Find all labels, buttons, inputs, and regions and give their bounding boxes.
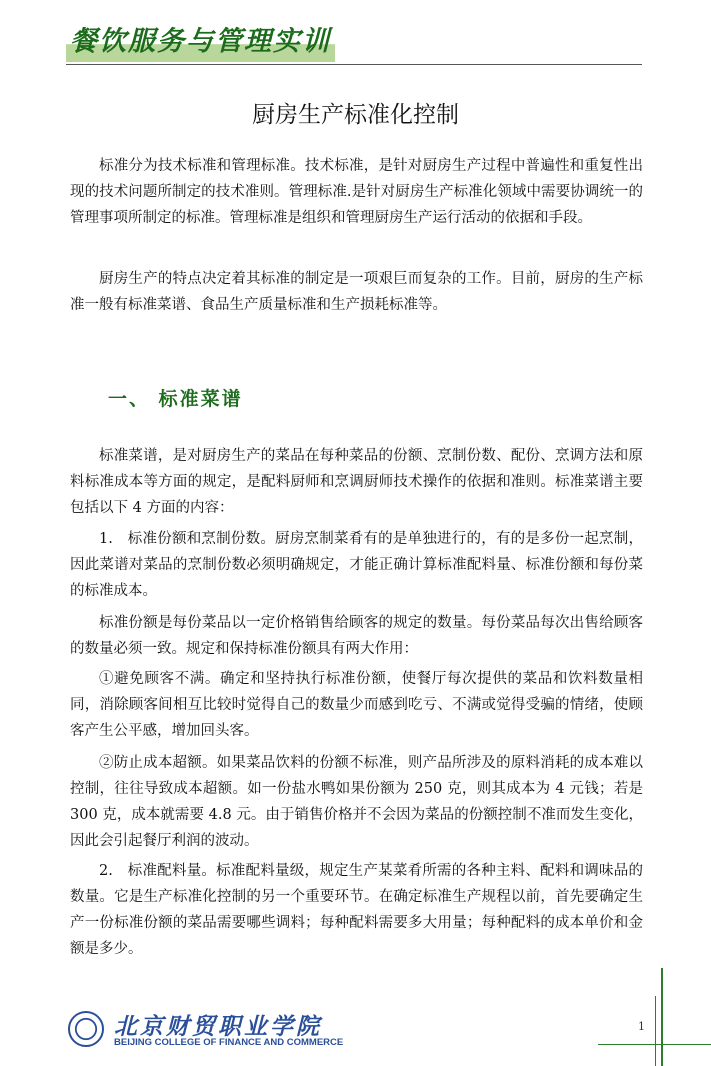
footer-divider-vertical <box>655 996 656 1066</box>
paragraph: ②防止成本超额。如果菜品饮料的份额不标准，则产品所涉及的原料消耗的成本难以控制，往往导致成本超额。如一份盐水鸭如果份额为 250 克，则其成本为 4 元钱；若是 300 克，成本就需要 4.8 元。由于销售价格并不会因为菜品的份额控制不准而发生变化，因此会引起餐厅利润的波动。 <box>70 755 643 849</box>
page-number: 1 <box>638 1020 645 1033</box>
college-seal-icon <box>68 1011 104 1047</box>
paragraph: 标准份额是每份菜品以一定价格销售给顾客的规定的数量。每份菜品每次出售给顾客的数量必须一致。规定和保持标准份额具有两大作用： <box>70 615 643 657</box>
logo-english-name: BEIJING COLLEGE OF FINANCE AND COMMERCE <box>114 1037 344 1048</box>
paragraph: 标准菜谱，是对厨房生产的菜品在每种菜品的份额、烹制份数、配份、烹调方法和原料标准成本等方面的规定，是配料厨师和烹调厨师技术操作的依据和准则。标准菜谱主要包括以下 4 方面的内容： <box>70 448 643 516</box>
logo-chinese-name: 北京财贸职业学院 <box>114 1014 322 1040</box>
paragraph: 标准分为技术标准和管理标准。技术标准，是针对厨房生产过程中普遍性和重复性出现的技术问题所制定的技术准则。管理标准.是针对厨房生产标准化领域中需要协调统一的管理事项所制定的标准。管理标准是组织和管理厨房生产运行活动的依据和手段。 <box>70 158 643 226</box>
header-title: 餐饮服务与管理实训 <box>66 22 335 62</box>
paragraph: 1. 标准份额和烹制份数。厨房烹制菜肴有的是单独进行的，有的是多份一起烹制，因此菜谱对菜品的烹制份数必须明确规定，才能正确计算标准配料量、标准份额和每份菜的标准成本。 <box>70 531 643 599</box>
paragraph: 2. 标准配料量。标准配料量级，规定生产某菜肴所需的各种主料、配料和调味品的数量。它是生产标准化控制的另一个重要环节。在确定标准生产规程以前，首先要确定生产一份标准份额的菜品需要哪些调料；每种配料需要多大用量；每种配料的成本单价和金额是多少。 <box>70 863 643 957</box>
section-heading: 一、 标准菜谱 <box>108 388 243 410</box>
footer-divider-vertical <box>661 968 663 1066</box>
header-divider <box>66 64 642 65</box>
paragraph: 厨房生产的特点决定着其标准的制定是一项艰巨而复杂的工作。目前，厨房的生产标准一般有标准菜谱、食品生产质量标准和生产损耗标准等。 <box>70 271 643 313</box>
paragraph: ①避免顾客不满。确定和坚持执行标准份额，使餐厅每次提供的菜品和饮料数量相同，消除顾客间相互比较时觉得自己的数量少而感到吃亏、不满或觉得受骗的情绪，使顾客产生公平感，增加回头客。 <box>70 671 643 739</box>
college-logo <box>68 1008 368 1052</box>
page-title: 厨房生产标准化控制 <box>252 102 459 128</box>
